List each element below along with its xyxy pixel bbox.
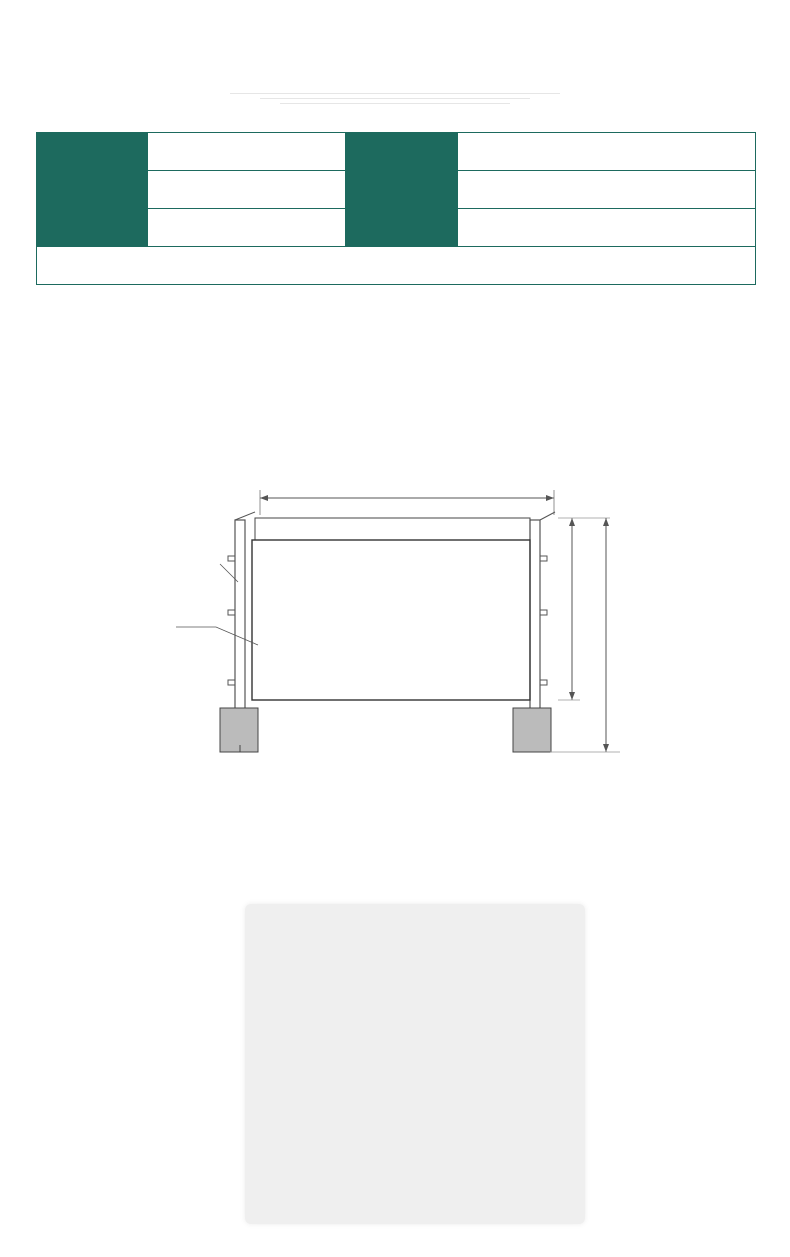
divider (230, 93, 560, 94)
table-row (37, 133, 756, 171)
divider (280, 103, 510, 104)
cell-value (148, 133, 346, 171)
table-row (37, 171, 756, 209)
cell-value (458, 171, 756, 209)
wire-sample-photo (245, 904, 585, 1224)
fence-diagram (80, 470, 700, 770)
usage-continuation (37, 247, 756, 285)
right-footing (513, 708, 551, 752)
cell-value (458, 133, 756, 171)
cell-label (346, 171, 458, 209)
divider (260, 98, 530, 99)
cell-label (346, 133, 458, 171)
cell-value (148, 171, 346, 209)
cell-label (346, 209, 458, 247)
table-row (37, 247, 756, 285)
cell-label (37, 171, 148, 209)
product-info-table (36, 132, 756, 285)
cell-label (37, 209, 148, 247)
cell-value (458, 209, 756, 247)
cell-label (37, 133, 148, 171)
cell-value (148, 209, 346, 247)
table-row (37, 209, 756, 247)
left-footing (220, 708, 258, 752)
mesh-panel (252, 540, 530, 700)
top-bend (255, 518, 530, 540)
